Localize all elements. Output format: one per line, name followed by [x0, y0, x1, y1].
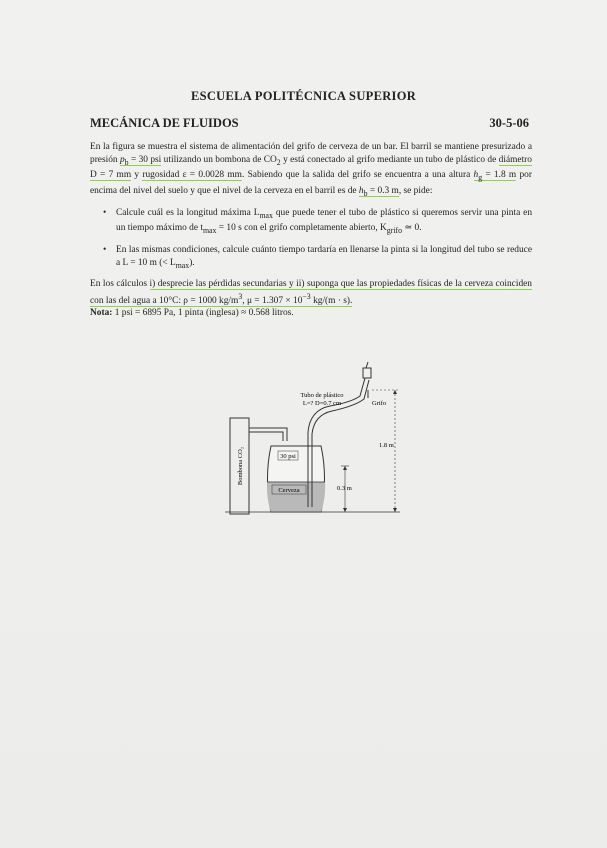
note: Nota: 1 psi = 6895 Pa, 1 pinta (inglesa) ≈ 0.568 litros. — [90, 308, 294, 319]
tap — [363, 368, 371, 378]
question-item: • Calcule cuál es la longitud máxima $L_{max}$ que puede tener el tubo de plástico si queremos servir una pinta en un tiempo máximo de $t_{max} = 10$ s con el grifo completamente abierto, $K_{grifo}$ ≃ 0. — [103, 208, 533, 236]
pressure-label: 30 psi — [280, 453, 296, 460]
highlight-diameter: diámetro D = 7 mm — [90, 154, 532, 181]
height-label: 1.8 m — [379, 442, 394, 449]
highlight-hb: $h_b = 0.3$ m — [358, 185, 399, 198]
course-title: MECÁNICA DE FLUIDOS — [90, 116, 239, 130]
co2-pipe — [249, 428, 287, 441]
co2-label: Bombona CO₂ — [237, 446, 244, 486]
grifo-label: Grifo — [372, 400, 387, 407]
beer-label: Cerveza — [278, 487, 300, 494]
tube-dims-label: L=? D=0.7 cm — [302, 400, 342, 407]
level-label: 0.3 m — [337, 485, 352, 492]
assumptions: En los cálculos i) desprecie las pérdidas secundarias y ii) suponga que las propiedades físicas de la cerveza coinciden con las del agua a 10°C: ρ = 1000 $kg/m^3$, $\mu = 1.307 \times 10^{-3}$ kg/(m · s). — [90, 279, 532, 306]
highlight-roughness: rugosidad ε = 0.0028 mm — [142, 170, 242, 181]
problem-statement: En la figura se muestra el sistema de alimentación del grifo de cerveza de un bar. El barril se mantiene presurizado a presión $p_b = 30$ psi utilizando un bombona de $CO_2$ y está conectado al grifo mediante un tubo de plástico de diámetro D = 7 mm y rugosidad ε = 0.0028 mm. Sabiendo que la salida del grifo se encuentra a una altura $h_g = 1.8$ m por encima del nivel del suelo y que el nivel de la cerveza en el barril es de $h_b = 0.3$ m, se pide: — [90, 142, 532, 198]
highlight-pressure: $p_b = 30$ psi — [119, 154, 162, 167]
exam-date: 30-5-06 — [489, 116, 529, 130]
highlight-hg: $h_g = 1.8$ m — [473, 170, 517, 182]
school-title: ESCUELA POLITÉCNICA SUPERIOR — [190, 89, 417, 103]
highlight-assumptions: i) desprecie las pérdidas secundarias y ii) suponga que las propiedades físicas de la cerveza coinciden con las del agua a 10°C: ρ = 1000 $kg/m^3$, $\mu = 1.307 \times 10^{-3}$ kg/(m · s). — [90, 279, 532, 306]
question-item: • En las mismas condiciones, calcule cuánto tiempo tardaría en llenarse la pinta si la longitud del tubo se reduce a L = 10 m (< $L_{max}$). — [103, 244, 532, 270]
tube-label: Tubo de plástico — [300, 392, 344, 399]
